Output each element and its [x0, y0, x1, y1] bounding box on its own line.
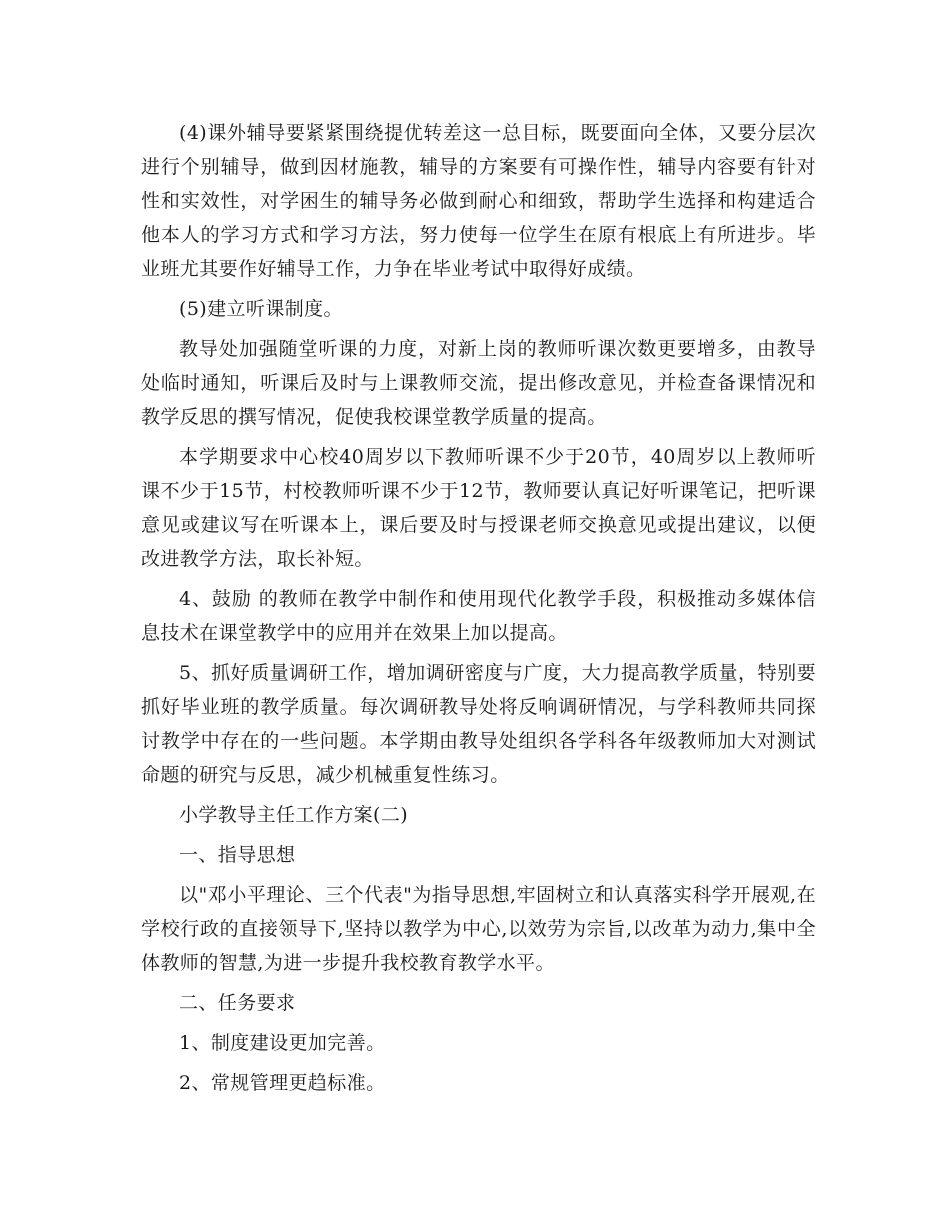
heading-task-requirements: 二、任务要求: [179, 992, 296, 1014]
list-item-system-building: 1、制度建设更加完善。: [179, 1032, 386, 1054]
paragraph-lecture-system-heading: (5)建立听课制度。: [179, 298, 343, 320]
heading-guiding-ideology: 一、指导思想: [179, 844, 296, 866]
document-body: [141, 116, 816, 1106]
list-item-routine-management: 2、常规管理更趋标准。: [179, 1072, 386, 1094]
section-title: 小学教导主任工作方案(二): [179, 804, 409, 826]
paragraph-tutoring: (4)课外辅导要紧紧围绕提优转差这一总目标，既要面向全体，又要分层次进行个别辅导，做到因材施教，辅导的方案要有可操作性，辅导内容要有针对性和实效性，对学困生的辅导务必做到耐心和细致，帮助学生选择和构建适合他本人的学习方式和学习方法，努力使每一位学生在原有根底上有所进步。毕业班尤其要作好辅导工作，力争在毕业考试中取得好成绩。: [141, 122, 816, 280]
paragraph-guiding-ideology: 以"邓小平理论、三个代表"为指导思想,牢固树立和认真落实科学开展观,在学校行政的直接领导下,坚持以教学为中心,以效劳为宗旨,以改革为动力,集中全体教师的智慧,为进一步提升我校教育教学水平。: [141, 884, 816, 974]
paragraph-observation-requirements: 本学期要求中心校40周岁以下教师听课不少于20节，40周岁以上教师听课不少于15节，村校教师听课不少于12节，教师要认真记好听课笔记，把听课意见或建议写在听课本上，课后要及时与授课老师交换意见或提出建议，以便改进教学方法，取长补短。: [141, 446, 816, 570]
paragraph-classroom-observation: 教导处加强随堂听课的力度，对新上岗的教师听课次数更要增多，由教导处临时通知，听课后及时与上课教师交流，提出修改意见，并检查备课情况和教学反思的撰写情况，促使我校课堂教学质量的提高。: [141, 338, 816, 428]
paragraph-quality-research: 5、抓好质量调研工作，增加调研密度与广度，大力提高教学质量，特别要抓好毕业班的教学质量。每次调研教导处将反响调研情况，与学科教师共同探讨教学中存在的一些问题。本学期由教导处组织各学科各年级教师加大对测试命题的研究与反思，减少机械重复性练习。: [141, 662, 816, 786]
paragraph-multimedia: 4、鼓励 的教师在教学中制作和使用现代化教学手段，积极推动多媒体信息技术在课堂教学中的应用并在效果上加以提高。: [141, 588, 816, 644]
